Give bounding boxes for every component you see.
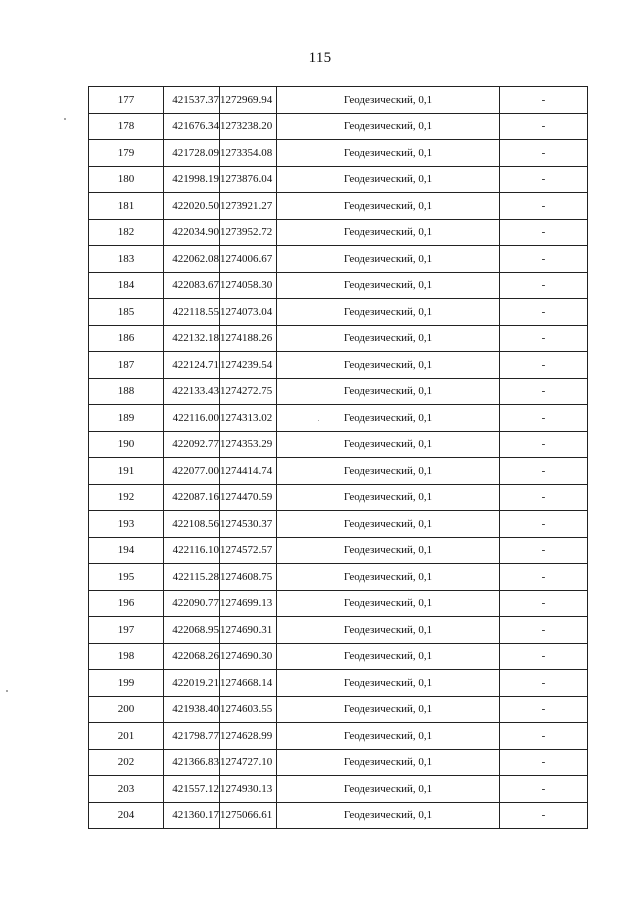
method-accuracy-cell: Геодезический, 0,1	[277, 670, 500, 697]
method-accuracy-cell: Геодезический, 0,1	[277, 776, 500, 803]
table-row	[89, 352, 588, 379]
error-cell: -	[500, 511, 588, 538]
y-coordinate-cell: 1274727.10	[220, 749, 277, 776]
error-cell: -	[500, 272, 588, 299]
x-coordinate-cell: 422090.77	[164, 590, 220, 617]
y-coordinate-cell: 1274690.30	[220, 643, 277, 670]
y-coordinate-cell: 1274073.04	[220, 299, 277, 326]
error-cell: -	[500, 670, 588, 697]
point-number-cell: 181	[89, 193, 164, 220]
y-coordinate-cell: 1273876.04	[220, 166, 277, 193]
point-number-cell: 187	[89, 352, 164, 379]
method-accuracy-cell: Геодезический, 0,1	[277, 193, 500, 220]
y-coordinate-cell: 1274603.55	[220, 696, 277, 723]
table-row	[89, 670, 588, 697]
point-number-cell: 188	[89, 378, 164, 405]
x-coordinate-cell: 421366.83	[164, 749, 220, 776]
method-accuracy-cell: Геодезический, 0,1	[277, 246, 500, 273]
table-row	[89, 166, 588, 193]
table-row	[89, 272, 588, 299]
table-row	[89, 378, 588, 405]
point-number-cell: 201	[89, 723, 164, 750]
x-coordinate-cell: 421728.09	[164, 140, 220, 167]
point-number-cell: 183	[89, 246, 164, 273]
y-coordinate-cell: 1274313.02	[220, 405, 277, 432]
method-accuracy-cell: Геодезический, 0,1	[277, 643, 500, 670]
x-coordinate-cell: 422068.26	[164, 643, 220, 670]
method-accuracy-cell: Геодезический, 0,1	[277, 113, 500, 140]
x-coordinate-cell: 422087.16	[164, 484, 220, 511]
method-accuracy-cell: Геодезический, 0,1	[277, 272, 500, 299]
coordinates-table-body	[89, 87, 588, 829]
point-number-cell: 191	[89, 458, 164, 485]
x-coordinate-cell: 422083.67	[164, 272, 220, 299]
method-accuracy-cell: Геодезический, 0,1	[277, 352, 500, 379]
x-coordinate-cell: 422133.43	[164, 378, 220, 405]
point-number-cell: 190	[89, 431, 164, 458]
table-row	[89, 299, 588, 326]
table-row	[89, 511, 588, 538]
error-cell: -	[500, 193, 588, 220]
table-row	[89, 723, 588, 750]
coordinates-table	[88, 86, 588, 829]
error-cell: -	[500, 802, 588, 829]
table-row	[89, 325, 588, 352]
y-coordinate-cell: 1274930.13	[220, 776, 277, 803]
error-cell: -	[500, 723, 588, 750]
x-coordinate-cell: 422034.90	[164, 219, 220, 246]
x-coordinate-cell: 422116.10	[164, 537, 220, 564]
error-cell: -	[500, 431, 588, 458]
error-cell: -	[500, 590, 588, 617]
table-row	[89, 484, 588, 511]
y-coordinate-cell: 1274572.57	[220, 537, 277, 564]
x-coordinate-cell: 421938.40	[164, 696, 220, 723]
table-row	[89, 537, 588, 564]
method-accuracy-cell: Геодезический, 0,1	[277, 325, 500, 352]
error-cell: -	[500, 749, 588, 776]
x-coordinate-cell: 421360.17	[164, 802, 220, 829]
method-accuracy-cell: Геодезический, 0,1	[277, 431, 500, 458]
table-row	[89, 776, 588, 803]
y-coordinate-cell: 1274690.31	[220, 617, 277, 644]
table-row	[89, 458, 588, 485]
error-cell: -	[500, 113, 588, 140]
method-accuracy-cell: Геодезический, 0,1	[277, 484, 500, 511]
x-coordinate-cell: 422115.28	[164, 564, 220, 591]
x-coordinate-cell: 422118.55	[164, 299, 220, 326]
table-row	[89, 617, 588, 644]
y-coordinate-cell: 1274353.29	[220, 431, 277, 458]
y-coordinate-cell: 1273952.72	[220, 219, 277, 246]
point-number-cell: 197	[89, 617, 164, 644]
error-cell: -	[500, 617, 588, 644]
point-number-cell: 178	[89, 113, 164, 140]
table-row	[89, 564, 588, 591]
error-cell: -	[500, 484, 588, 511]
x-coordinate-cell: 422132.18	[164, 325, 220, 352]
point-number-cell: 196	[89, 590, 164, 617]
error-cell: -	[500, 643, 588, 670]
method-accuracy-cell: Геодезический, 0,1	[277, 749, 500, 776]
method-accuracy-cell: Геодезический, 0,1	[277, 723, 500, 750]
point-number-cell: 195	[89, 564, 164, 591]
point-number-cell: 192	[89, 484, 164, 511]
x-coordinate-cell: 421798.77	[164, 723, 220, 750]
error-cell: -	[500, 166, 588, 193]
method-accuracy-cell: Геодезический, 0,1	[277, 166, 500, 193]
point-number-cell: 199	[89, 670, 164, 697]
x-coordinate-cell: 421676.34	[164, 113, 220, 140]
method-accuracy-cell: Геодезический, 0,1	[277, 802, 500, 829]
error-cell: -	[500, 352, 588, 379]
scan-speck	[6, 690, 8, 692]
x-coordinate-cell: 421998.19	[164, 166, 220, 193]
error-cell: -	[500, 246, 588, 273]
point-number-cell: 193	[89, 511, 164, 538]
table-row	[89, 696, 588, 723]
y-coordinate-cell: 1274414.74	[220, 458, 277, 485]
method-accuracy-cell: Геодезический, 0,1	[277, 458, 500, 485]
point-number-cell: 200	[89, 696, 164, 723]
table-row	[89, 219, 588, 246]
x-coordinate-cell: 422092.77	[164, 431, 220, 458]
y-coordinate-cell: 1275066.61	[220, 802, 277, 829]
table-row	[89, 802, 588, 829]
x-coordinate-cell: 422116.00	[164, 405, 220, 432]
point-number-cell: 182	[89, 219, 164, 246]
table-row	[89, 113, 588, 140]
point-number-cell: 203	[89, 776, 164, 803]
method-accuracy-cell: Геодезический, 0,1	[277, 405, 500, 432]
error-cell: -	[500, 696, 588, 723]
table-row	[89, 246, 588, 273]
y-coordinate-cell: 1274530.37	[220, 511, 277, 538]
point-number-cell: 180	[89, 166, 164, 193]
table-row	[89, 431, 588, 458]
method-accuracy-cell: Геодезический, 0,1	[277, 87, 500, 114]
y-coordinate-cell: 1274006.67	[220, 246, 277, 273]
point-number-cell: 177	[89, 87, 164, 114]
method-accuracy-cell: Геодезический, 0,1	[277, 511, 500, 538]
y-coordinate-cell: 1274628.99	[220, 723, 277, 750]
point-number-cell: 179	[89, 140, 164, 167]
point-number-cell: 202	[89, 749, 164, 776]
table-row	[89, 405, 588, 432]
error-cell: -	[500, 776, 588, 803]
x-coordinate-cell: 422068.95	[164, 617, 220, 644]
error-cell: -	[500, 299, 588, 326]
y-coordinate-cell: 1274239.54	[220, 352, 277, 379]
error-cell: -	[500, 564, 588, 591]
x-coordinate-cell: 422108.56	[164, 511, 220, 538]
error-cell: -	[500, 219, 588, 246]
error-cell: -	[500, 325, 588, 352]
error-cell: -	[500, 405, 588, 432]
y-coordinate-cell: 1273354.08	[220, 140, 277, 167]
method-accuracy-cell: Геодезический, 0,1	[277, 140, 500, 167]
y-coordinate-cell: 1274188.26	[220, 325, 277, 352]
x-coordinate-cell: 421557.12	[164, 776, 220, 803]
x-coordinate-cell: 422062.08	[164, 246, 220, 273]
table-row	[89, 87, 588, 114]
point-number-cell: 198	[89, 643, 164, 670]
table-row	[89, 590, 588, 617]
table-row	[89, 749, 588, 776]
method-accuracy-cell: Геодезический, 0,1	[277, 537, 500, 564]
y-coordinate-cell: 1274272.75	[220, 378, 277, 405]
y-coordinate-cell: 1274699.13	[220, 590, 277, 617]
point-number-cell: 189	[89, 405, 164, 432]
method-accuracy-cell: Геодезический, 0,1	[277, 617, 500, 644]
point-number-cell: 204	[89, 802, 164, 829]
y-coordinate-cell: 1273238.20	[220, 113, 277, 140]
table-row	[89, 140, 588, 167]
y-coordinate-cell: 1273921.27	[220, 193, 277, 220]
table-row	[89, 643, 588, 670]
x-coordinate-cell: 422019.21	[164, 670, 220, 697]
y-coordinate-cell: 1274668.14	[220, 670, 277, 697]
method-accuracy-cell: Геодезический, 0,1	[277, 219, 500, 246]
table-row	[89, 193, 588, 220]
error-cell: -	[500, 140, 588, 167]
x-coordinate-cell: 422124.71	[164, 352, 220, 379]
y-coordinate-cell: 1274058.30	[220, 272, 277, 299]
point-number-cell: 184	[89, 272, 164, 299]
method-accuracy-cell: Геодезический, 0,1	[277, 299, 500, 326]
method-accuracy-cell: Геодезический, 0,1	[277, 590, 500, 617]
method-accuracy-cell: Геодезический, 0,1	[277, 696, 500, 723]
x-coordinate-cell: 421537.37	[164, 87, 220, 114]
y-coordinate-cell: 1272969.94	[220, 87, 277, 114]
point-number-cell: 185	[89, 299, 164, 326]
x-coordinate-cell: 422020.50	[164, 193, 220, 220]
point-number-cell: 186	[89, 325, 164, 352]
method-accuracy-cell: Геодезический, 0,1	[277, 378, 500, 405]
error-cell: -	[500, 458, 588, 485]
error-cell: -	[500, 87, 588, 114]
x-coordinate-cell: 422077.00	[164, 458, 220, 485]
y-coordinate-cell: 1274608.75	[220, 564, 277, 591]
method-accuracy-cell: Геодезический, 0,1	[277, 564, 500, 591]
page-number: 115	[308, 50, 332, 66]
y-coordinate-cell: 1274470.59	[220, 484, 277, 511]
scan-speck	[64, 118, 66, 120]
error-cell: -	[500, 537, 588, 564]
point-number-cell: 194	[89, 537, 164, 564]
scan-speck	[318, 420, 319, 421]
error-cell: -	[500, 378, 588, 405]
